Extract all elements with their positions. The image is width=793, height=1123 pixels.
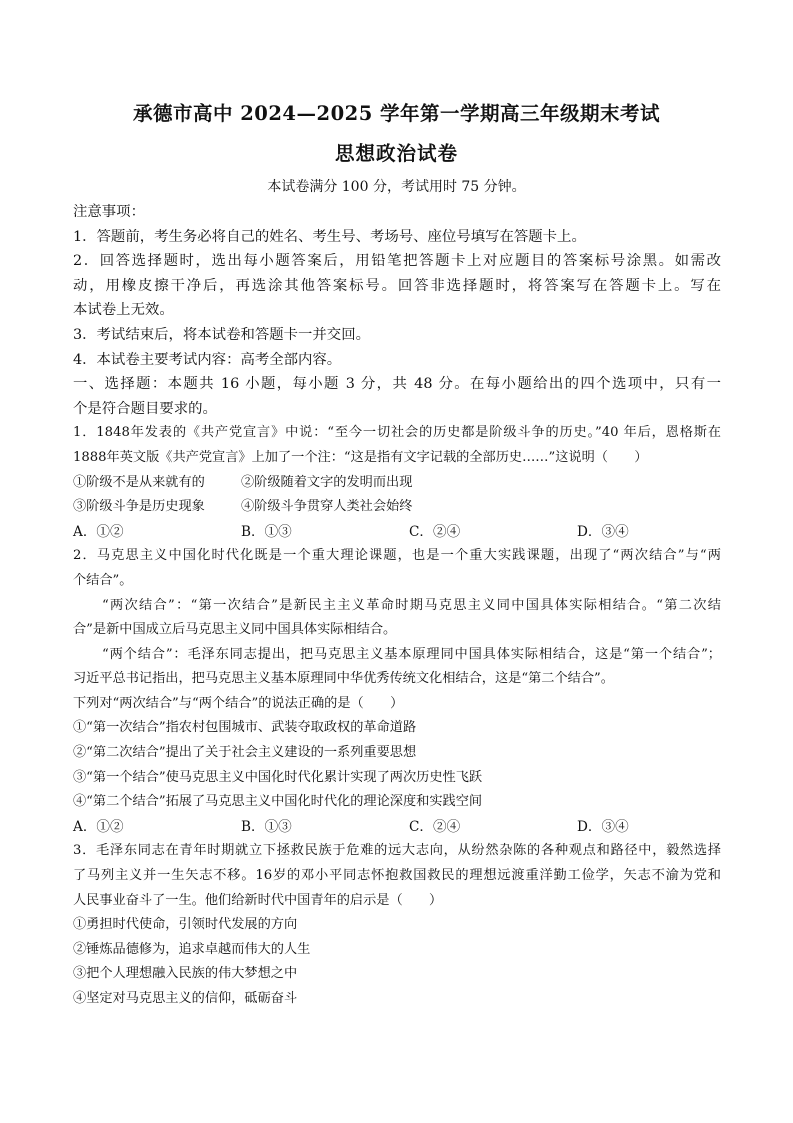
q1-options bbox=[73, 520, 721, 545]
q1-option-c: C．②④ bbox=[409, 523, 461, 540]
note-3: 3．考试结束后，将本试卷和答题卡一并交回。 bbox=[73, 326, 370, 343]
exam-subject: 思想政治试卷 bbox=[334, 142, 458, 165]
q1-option-b: B．①③ bbox=[241, 523, 292, 540]
section-heading-line-2: 个是符合题目要求的。 bbox=[73, 400, 217, 417]
q1-stem-line-2: 1888年英文版《共产党宣言》上加了一个注：“这是指有文字记载的全部历史……”这说明（ ） bbox=[73, 449, 648, 465]
q1-statement-4: ④阶级斗争贯穿人类社会始终 bbox=[241, 499, 413, 515]
q3-stem-line-1: 3．毛泽东同志在青年时期就立下拯救民族于危难的远大志向，从纷然杂陈的各种观点和路径中，毅然选择 bbox=[73, 843, 721, 859]
note-1: 1．答题前，考生务必将自己的姓名、考生号、考场号、座位号填写在答题卡上。 bbox=[73, 228, 586, 245]
q2-statement-2: ②“第二次结合”提出了关于社会主义建设的一系列重要思想 bbox=[73, 745, 417, 761]
q1-statement-2: ②阶级随着文字的发明而出现 bbox=[241, 474, 413, 490]
note-2-line-3: 本试卷上无效。 bbox=[73, 302, 174, 319]
q2-option-c: C．②④ bbox=[409, 818, 461, 835]
q2-options bbox=[73, 815, 721, 840]
exam-title: 承德市高中 2024—2025 学年第一学期高三年级期末考试 bbox=[132, 102, 661, 125]
q1-statement-3: ③阶级斗争是历史现象 bbox=[73, 499, 205, 515]
question-1 bbox=[73, 421, 721, 544]
question-2 bbox=[73, 544, 721, 839]
note-2-line-1: 2．回答选择题时，选出每小题答案后，用铅笔把答题卡上对应题目的答案标号涂黑。如需改 bbox=[73, 253, 721, 270]
q2-material-2-line-2: 习近平总书记指出，把马克思主义基本原理同中华优秀传统文化相结合，这是“第二个结合”。 bbox=[73, 671, 614, 687]
note-2-line-2: 动，用橡皮擦干净后，再选涂其他答案标号。回答非选择题时，将答案写在答题卡上。写在 bbox=[73, 277, 721, 294]
q3-statement-1: ①勇担时代使命，引领时代发展的方向 bbox=[73, 917, 298, 933]
q2-statement-3: ③“第一个结合”使马克思主义中国化时代化累计实现了两次历史性飞跃 bbox=[73, 769, 483, 785]
q2-question: 下列对“两次结合”与“两个结合”的说法正确的是（ ） bbox=[73, 695, 404, 711]
q2-stem-line-2: 个结合”。 bbox=[73, 572, 133, 588]
q2-option-d: D．③④ bbox=[577, 818, 629, 835]
q2-material-1-line-1: “两次结合”：“第一次结合”是新民主主义革命时期马克思主义同中国具体实际相结合。“第二次结 bbox=[102, 597, 721, 613]
exam-meta: 本试卷满分 100 分，考试用时 75 分钟。 bbox=[267, 179, 526, 195]
q2-statement-1: ①“第一次结合”指农村包围城市、武装夺取政权的革命道路 bbox=[73, 720, 417, 736]
q1-stem-line-1: 1．1848年发表的《共产党宣言》中说：“至今一切社会的历史都是阶级斗争的历史。”40 年后，恩格斯在 bbox=[73, 425, 721, 441]
q3-statement-4: ④坚定对马克思主义的信仰，砥砺奋斗 bbox=[73, 991, 298, 1006]
q1-option-a: A．①② bbox=[73, 523, 124, 540]
q3-statement-2: ②锤炼品德修为，追求卓越而伟大的人生 bbox=[73, 941, 311, 957]
q2-option-a: A．①② bbox=[73, 818, 124, 835]
notes-heading: 注意事项： bbox=[73, 204, 145, 220]
q3-statement-3: ③把个人理想融入民族的伟大梦想之中 bbox=[73, 966, 298, 982]
q3-stem-line-2: 了马列主义并一生矢志不移。16岁的邓小平同志怀抱救国救民的理想远渡重洋勤工俭学，矢志不渝为党和 bbox=[73, 868, 721, 884]
q3-stem-line-3: 人民事业奋斗了一生。他们给新时代中国青年的启示是（ ） bbox=[73, 892, 443, 908]
q2-material-2-line-1: “两个结合”：毛泽东同志提出，把马克思主义基本原理同中国具体实际相结合，这是“第一个结合”； bbox=[102, 646, 721, 662]
q2-stem-line-1: 2．马克思主义中国化时代化既是一个重大理论课题，也是一个重大实践课题，出现了“两次结合”与“两 bbox=[73, 548, 721, 564]
q1-option-d: D．③④ bbox=[577, 523, 629, 540]
question-3 bbox=[73, 839, 721, 1011]
q1-statements-row-2 bbox=[73, 495, 721, 520]
exam-body bbox=[73, 200, 721, 1012]
q2-material-1-line-2: 合”是新中国成立后马克思主义同中国具体实际相结合。 bbox=[73, 622, 397, 638]
q2-statement-4: ④“第二个结合”拓展了马克思主义中国化时代化的理论深度和实践空间 bbox=[73, 794, 483, 810]
q1-statement-1: ①阶级不是从来就有的 bbox=[73, 474, 205, 490]
q1-statements-row-1 bbox=[73, 471, 721, 496]
section-heading-line-1: 一、选择题：本题共 16 小题，每小题 3 分，共 48 分。在每小题给出的四个选项中，只有一 bbox=[73, 376, 721, 393]
note-4: 4．本试卷主要考试内容：高考全部内容。 bbox=[73, 351, 342, 368]
q2-option-b: B．①③ bbox=[241, 818, 292, 835]
